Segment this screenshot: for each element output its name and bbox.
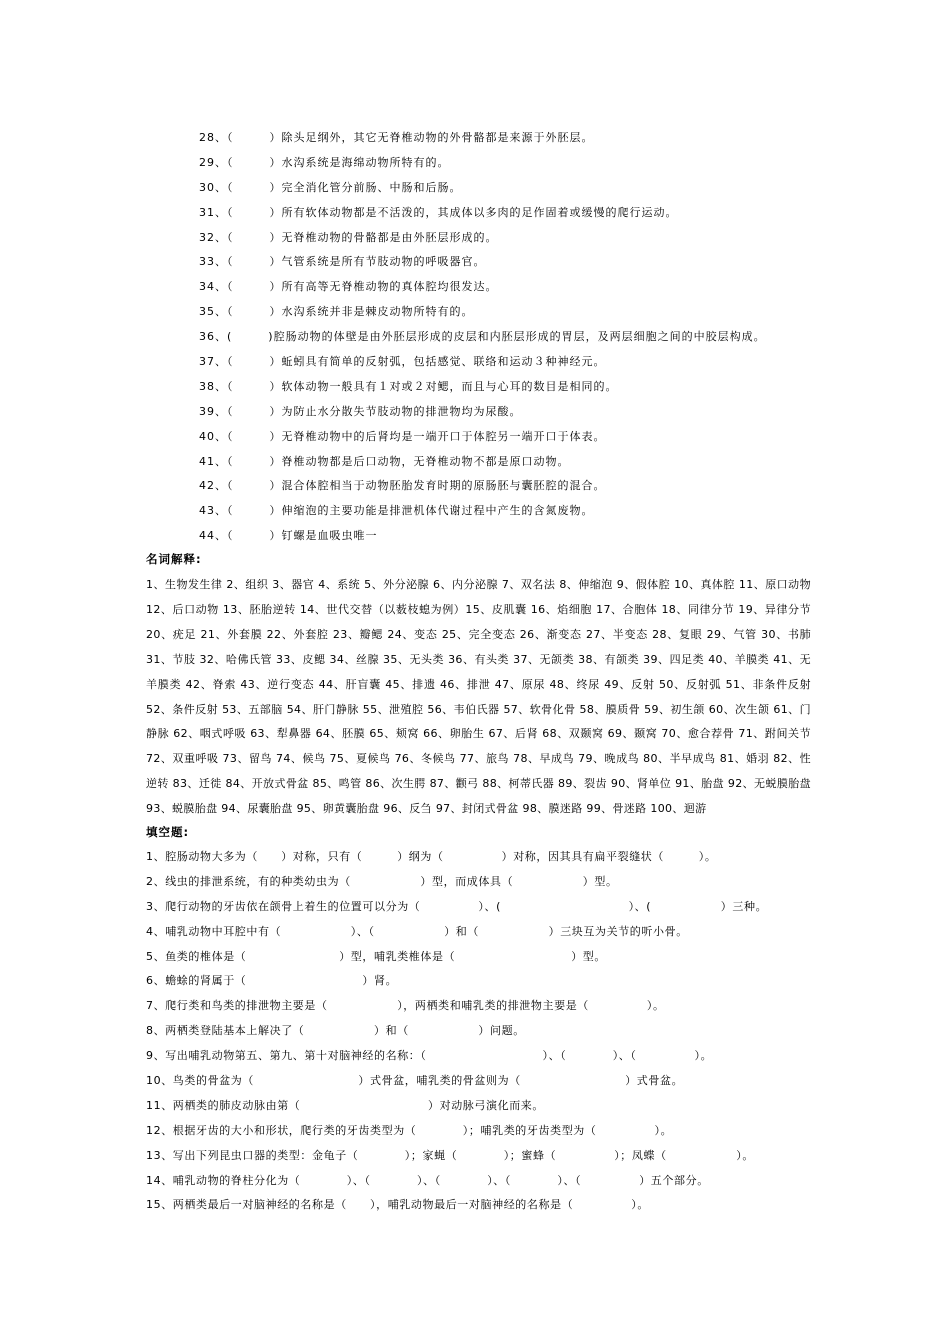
true-false-question: 41、（ ）脊椎动物都是后口动物，无脊椎动物不都是原口动物。 xyxy=(199,454,570,468)
fill-in-question: 2、线虫的排泄系统，有的种类幼虫为（ ）型，而成体具（ ）型。 xyxy=(146,874,618,888)
fill-in-question: 6、蟾蜍的肾属于（ ）肾。 xyxy=(146,974,398,988)
true-false-question: 38、（ ）软体动物一般具有１对或２对鳃，而且与心耳的数目是相同的。 xyxy=(199,379,618,393)
true-false-question: 42、（ ）混合体腔相当于动物胚胎发育时期的原肠胚与囊胚腔的混合。 xyxy=(199,479,606,493)
fill-in-question: 5、鱼类的椎体是（ ）型，哺乳类椎体是（ ）型。 xyxy=(146,949,606,963)
true-false-questions xyxy=(199,126,859,549)
true-false-question: 40、（ ）无脊椎动物中的后肾均是一端开口于体腔另一端开口于体表。 xyxy=(199,429,606,443)
fill-in-question: 15、两栖类最后一对脑神经的名称是（ ），哺乳动物最后一对脑神经的名称是（ ）。 xyxy=(146,1198,649,1212)
true-false-question: 34、（ ）所有高等无脊椎动物的真体腔均很发达。 xyxy=(199,280,498,294)
fill-in-question: 1、腔肠动物大多为（ ）对称，只有（ ）纲为（ ）对称，因其具有扁平裂缝状（ ）。 xyxy=(146,850,717,863)
true-false-question: 39、（ ）为防止水分散失节肢动物的排泄物均为尿酸。 xyxy=(199,404,522,418)
fill-in-question: 10、鸟类的骨盆为（ ）式骨盆，哺乳类的骨盆则为（ ）式骨盆。 xyxy=(146,1074,684,1088)
true-false-question: 37、（ ）蚯蚓具有简单的反射弧，包括感觉、联络和运动３种神经元。 xyxy=(199,355,606,369)
fill-in-question: 7、爬行类和鸟类的排泄物主要是（ ），两栖类和哺乳类的排泄物主要是（ ）。 xyxy=(146,999,665,1013)
fill-in-question: 14、哺乳动物的脊柱分化为（ ）、（ ）、（ ）、（ ）、（ ）五个部分。 xyxy=(146,1173,709,1187)
fill-in-question: 12、根据牙齿的大小和形状，爬行类的牙齿类型为（ ）；哺乳类的牙齿类型为（ ）。 xyxy=(146,1123,673,1137)
terms-heading: 名词解释: xyxy=(146,552,202,566)
true-false-question: 44、（ ）钉螺是血吸虫唯一 xyxy=(199,529,378,543)
fill-in-heading: 填空题: xyxy=(146,825,190,839)
terms-list: 1、生物发生律 2、组织 3、器官 4、系统 5、外分泌腺 6、内分泌腺 7、双名法 8、伸缩泡 9、假体腔 10、真体腔 11、原口动物 12、后口动物 13、胚胎逆转 14、世代交替（以薮枝螅为例）15、皮肌囊 16、焰细胞 17、合胞体 18、同律分节 19、异律分节 20、疣足 21、外套膜 22、外套腔 23、瓣鳃 24、变态 25、完全变态 26、渐变态 27、半变态 28、复眼 29、气管 30、书肺 31、节肢 32、哈佛氏管 33、皮鳃 34、丝腺 35、无头类 36、有头类 37、无颌类 38、有颌类 39、四足类 40、羊膜类 41、无羊膜类 42、脊索 43、逆行变态 44、肝盲囊 45、排遗 46、排泄 47、原尿 48、终尿 49、反射 50、反射弧 51、非条件反射 52、条件反射 53、五部脑 54、肝门静脉 55、泄殖腔 56、韦伯氏器 57、软骨化骨 58、膜质骨 59、初生颌 60、次生颌 61、门静脉 62、咽式呼吸 63、犁鼻器 64、胚膜 65、颊窝 66、卵胎生 67、后肾 68、双颞窝 69、颞窝 70、愈合荐骨 71、跗间关节 72、双重呼吸 73、留鸟 74、候鸟 75、夏候鸟 76、冬候鸟 77、旅鸟 78、早成鸟 79、晚成鸟 80、半早成鸟 81、婚羽 82、性逆转 83、迁徙 84、开放式骨盆 85、鸣管 86、次生腭 87、颧弓 88、柯蒂氏器 89、裂齿 90、肾单位 91、胎盘 92、无蜕膜胎盘 93、蜕膜胎盘 94、尿囊胎盘 95、卵黄囊胎盘 96、反刍 97、封闭式骨盆 98、膜迷路 99、骨迷路 100、迴游 xyxy=(146,578,811,816)
fill-in-question: 3、爬行动物的牙齿依在颌骨上着生的位置可以分为（ ）、( ）、( ）三种。 xyxy=(146,899,768,913)
true-false-question: 35、（ ）水沟系统并非是棘皮动物所特有的。 xyxy=(199,305,474,319)
fill-in-question: 4、哺乳动物中耳腔中有（ ）、（ ）和（ ）三块互为关节的听小骨。 xyxy=(146,924,688,938)
true-false-question: 29、（ ）水沟系统是海绵动物所特有的。 xyxy=(199,155,450,169)
true-false-question: 28、（ ）除头足纲外，其它无脊椎动物的外骨骼都是来源于外胚层。 xyxy=(199,131,594,144)
true-false-question: 36、( )腔肠动物的体壁是由外胚层形成的皮层和内胚层形成的胃层，及两层细胞之间的中胶层构成。 xyxy=(199,330,766,344)
true-false-question: 43、（ ）伸缩泡的主要功能是排泄机体代谢过程中产生的含氮废物。 xyxy=(199,504,594,518)
true-false-question: 31、（ ）所有软体动物都是不活泼的，其成体以多肉的足作固着或缓慢的爬行运动。 xyxy=(199,205,678,219)
fill-in-question: 11、两栖类的肺皮动脉由第（ ）对动脉弓演化而来。 xyxy=(146,1098,544,1112)
fill-in-question: 9、写出哺乳动物第五、第九、第十对脑神经的名称：（ ）、（ ）、（ ）。 xyxy=(146,1049,713,1063)
true-false-question: 32、（ ）无脊椎动物的骨骼都是由外胚层形成的。 xyxy=(199,230,498,244)
fill-in-question: 8、两栖类登陆基本上解决了（ ）和（ ）问题。 xyxy=(146,1024,525,1038)
true-false-question: 30、（ ）完全消化管分前肠、中肠和后肠。 xyxy=(199,180,462,194)
true-false-question: 33、（ ）气管系统是所有节肢动物的呼吸器官。 xyxy=(199,255,486,269)
fill-in-questions xyxy=(146,845,811,1218)
fill-in-question: 13、写出下列昆虫口器的类型：金龟子（ ）；家蝇（ ）；蜜蜂（ ）；凤蝶（ ）。 xyxy=(146,1148,754,1162)
